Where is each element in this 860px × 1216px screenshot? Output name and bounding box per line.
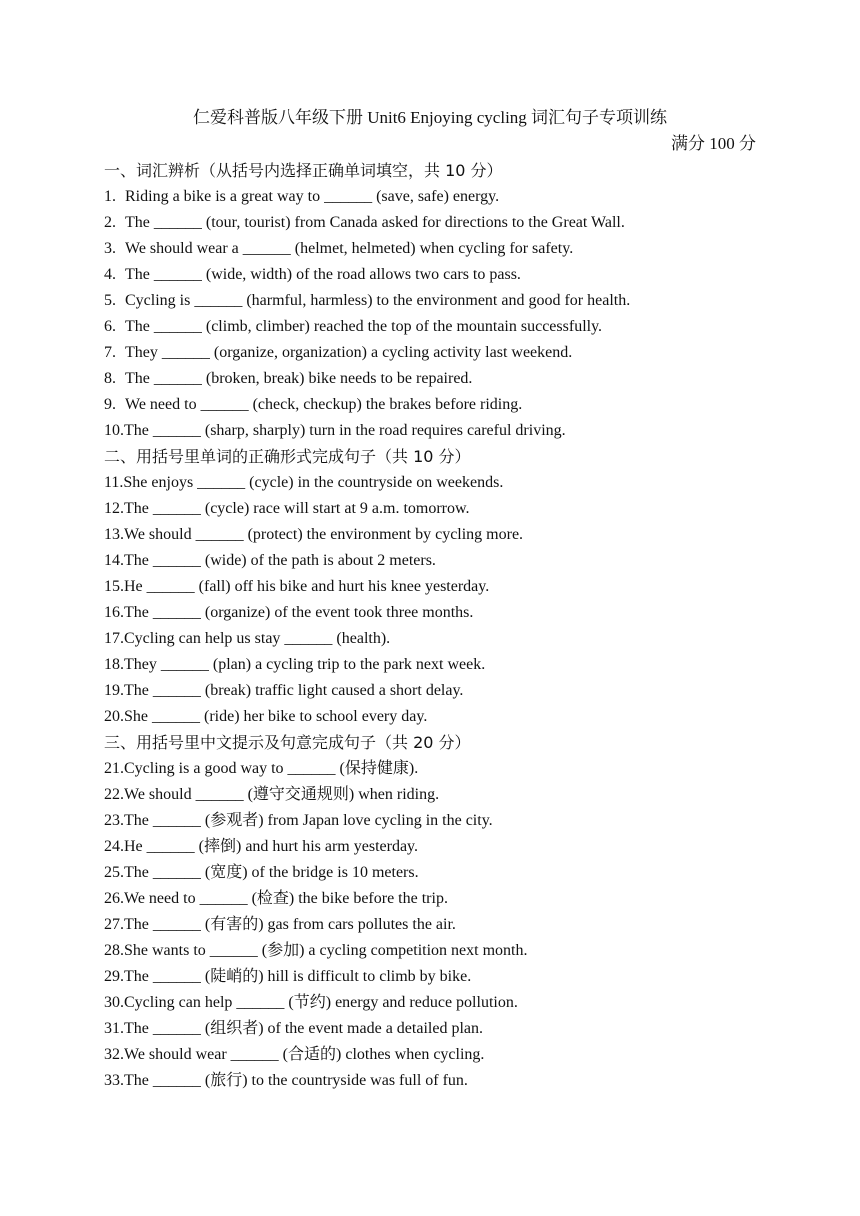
question-item bbox=[104, 914, 456, 936]
section-heading-1: 一、词汇辨析（从括号内选择正确单词填空，共 10 分） bbox=[104, 161, 503, 180]
question-item bbox=[104, 290, 630, 312]
question-text: We need to ______ (检查) the bike before the trip. bbox=[124, 890, 448, 907]
question-number: 10. bbox=[104, 422, 124, 439]
question-number: 6. bbox=[104, 318, 116, 335]
question-number: 13. bbox=[104, 526, 124, 543]
question-item bbox=[104, 420, 566, 442]
question-text: They ______ (organize, organization) a cycling activity last weekend. bbox=[125, 344, 573, 361]
question-text: Cycling can help us stay ______ (health). bbox=[124, 630, 391, 647]
question-text: We should wear ______ (合适的) clothes when cycling. bbox=[124, 1046, 485, 1063]
question-text: The ______ (organize) of the event took three months. bbox=[124, 604, 474, 621]
question-text: He ______ (fall) off his bike and hurt his knee yesterday. bbox=[124, 578, 490, 595]
question-text: We should wear a ______ (helmet, helmeted) when cycling for safety. bbox=[125, 240, 574, 257]
question-item bbox=[104, 342, 572, 364]
question-item bbox=[104, 1070, 468, 1092]
question-number: 28. bbox=[104, 942, 124, 959]
question-item bbox=[104, 706, 427, 728]
question-text: The ______ (tour, tourist) from Canada asked for directions to the Great Wall. bbox=[125, 214, 625, 231]
question-item bbox=[104, 680, 463, 702]
question-text: The ______ (组织者) of the event made a detailed plan. bbox=[124, 1020, 483, 1037]
question-number: 31. bbox=[104, 1020, 124, 1037]
question-number: 29. bbox=[104, 968, 124, 985]
question-number: 19. bbox=[104, 682, 124, 699]
question-item bbox=[104, 576, 489, 598]
question-number: 18. bbox=[104, 656, 124, 673]
question-number: 20. bbox=[104, 708, 124, 725]
question-number: 11. bbox=[104, 474, 124, 491]
question-number: 2. bbox=[104, 214, 116, 231]
question-number: 15. bbox=[104, 578, 124, 595]
question-number: 24. bbox=[104, 838, 124, 855]
question-number: 9. bbox=[104, 396, 116, 413]
question-item bbox=[104, 186, 499, 208]
question-number: 12. bbox=[104, 500, 124, 517]
section-heading-3: 三、用括号里中文提示及句意完成句子（共 20 分） bbox=[104, 733, 471, 752]
question-text: The ______ (cycle) race will start at 9 a.m. tomorrow. bbox=[124, 500, 470, 517]
question-item bbox=[104, 550, 436, 572]
question-item bbox=[104, 888, 448, 910]
question-text: The ______ (break) traffic light caused a short delay. bbox=[124, 682, 464, 699]
question-item bbox=[104, 524, 523, 546]
question-number: 1. bbox=[104, 188, 116, 205]
question-item bbox=[104, 472, 503, 494]
question-number: 17. bbox=[104, 630, 124, 647]
question-text: The ______ (broken, break) bike needs to be repaired. bbox=[125, 370, 473, 387]
question-number: 21. bbox=[104, 760, 124, 777]
question-item bbox=[104, 212, 625, 234]
question-text: He ______ (摔倒) and hurt his arm yesterday. bbox=[124, 838, 419, 855]
question-text: We should ______ (遵守交通规则) when riding. bbox=[124, 786, 440, 803]
question-number: 30. bbox=[104, 994, 124, 1011]
question-item bbox=[104, 602, 473, 624]
question-text: The ______ (参观者) from Japan love cycling in the city. bbox=[124, 812, 493, 829]
question-number: 23. bbox=[104, 812, 124, 829]
question-text: The ______ (wide) of the path is about 2 meters. bbox=[124, 552, 436, 569]
question-number: 26. bbox=[104, 890, 124, 907]
question-number: 22. bbox=[104, 786, 124, 803]
question-number: 14. bbox=[104, 552, 124, 569]
question-text: We need to ______ (check, checkup) the brakes before riding. bbox=[125, 396, 523, 413]
question-text: She enjoys ______ (cycle) in the countryside on weekends. bbox=[123, 474, 504, 491]
question-item bbox=[104, 238, 573, 260]
question-item bbox=[104, 758, 418, 780]
question-text: Cycling is ______ (harmful, harmless) to the environment and good for health. bbox=[125, 292, 631, 309]
total-score: 满分 100 分 bbox=[671, 134, 756, 153]
question-text: The ______ (sharp, sharply) turn in the road requires careful driving. bbox=[124, 422, 566, 439]
question-item bbox=[104, 628, 390, 650]
question-text: She wants to ______ (参加) a cycling competition next month. bbox=[124, 942, 528, 959]
question-text: The ______ (陡峭的) hill is difficult to climb by bike. bbox=[124, 968, 472, 985]
section-heading-2: 二、用括号里单词的正确形式完成句子（共 10 分） bbox=[104, 447, 471, 466]
question-number: 8. bbox=[104, 370, 116, 387]
question-item bbox=[104, 498, 470, 520]
question-item bbox=[104, 992, 518, 1014]
question-number: 25. bbox=[104, 864, 124, 881]
page-title: 仁爱科普版八年级下册 Unit6 Enjoying cycling 词汇句子专项训练 bbox=[192, 108, 668, 127]
question-text: Riding a bike is a great way to ______ (save, safe) energy. bbox=[125, 188, 500, 205]
question-item bbox=[104, 316, 602, 338]
question-item bbox=[104, 966, 471, 988]
question-number: 16. bbox=[104, 604, 124, 621]
question-number: 3. bbox=[104, 240, 116, 257]
question-item bbox=[104, 1044, 484, 1066]
question-number: 27. bbox=[104, 916, 124, 933]
question-item bbox=[104, 654, 485, 676]
question-number: 33. bbox=[104, 1072, 124, 1089]
question-text: They ______ (plan) a cycling trip to the park next week. bbox=[124, 656, 486, 673]
question-text: We should ______ (protect) the environment by cycling more. bbox=[124, 526, 524, 543]
question-number: 4. bbox=[104, 266, 116, 283]
question-text: She ______ (ride) her bike to school every day. bbox=[124, 708, 428, 725]
question-number: 32. bbox=[104, 1046, 124, 1063]
question-item bbox=[104, 394, 522, 416]
question-text: The ______ (wide, width) of the road allows two cars to pass. bbox=[125, 266, 521, 283]
question-item bbox=[104, 368, 472, 390]
question-text: The ______ (climb, climber) reached the top of the mountain successfully. bbox=[125, 318, 603, 335]
question-item bbox=[104, 784, 439, 806]
question-number: 5. bbox=[104, 292, 116, 309]
question-item bbox=[104, 1018, 483, 1040]
question-item bbox=[104, 940, 528, 962]
question-item bbox=[104, 862, 419, 884]
question-number: 7. bbox=[104, 344, 116, 361]
question-item bbox=[104, 836, 418, 858]
question-text: The ______ (宽度) of the bridge is 10 meters. bbox=[124, 864, 419, 881]
question-text: Cycling can help ______ (节约) energy and reduce pollution. bbox=[124, 994, 518, 1011]
question-text: The ______ (旅行) to the countryside was full of fun. bbox=[124, 1072, 468, 1089]
question-item bbox=[104, 264, 521, 286]
question-item bbox=[104, 810, 493, 832]
question-text: The ______ (有害的) gas from cars pollutes the air. bbox=[124, 916, 456, 933]
question-text: Cycling is a good way to ______ (保持健康). bbox=[124, 760, 419, 777]
